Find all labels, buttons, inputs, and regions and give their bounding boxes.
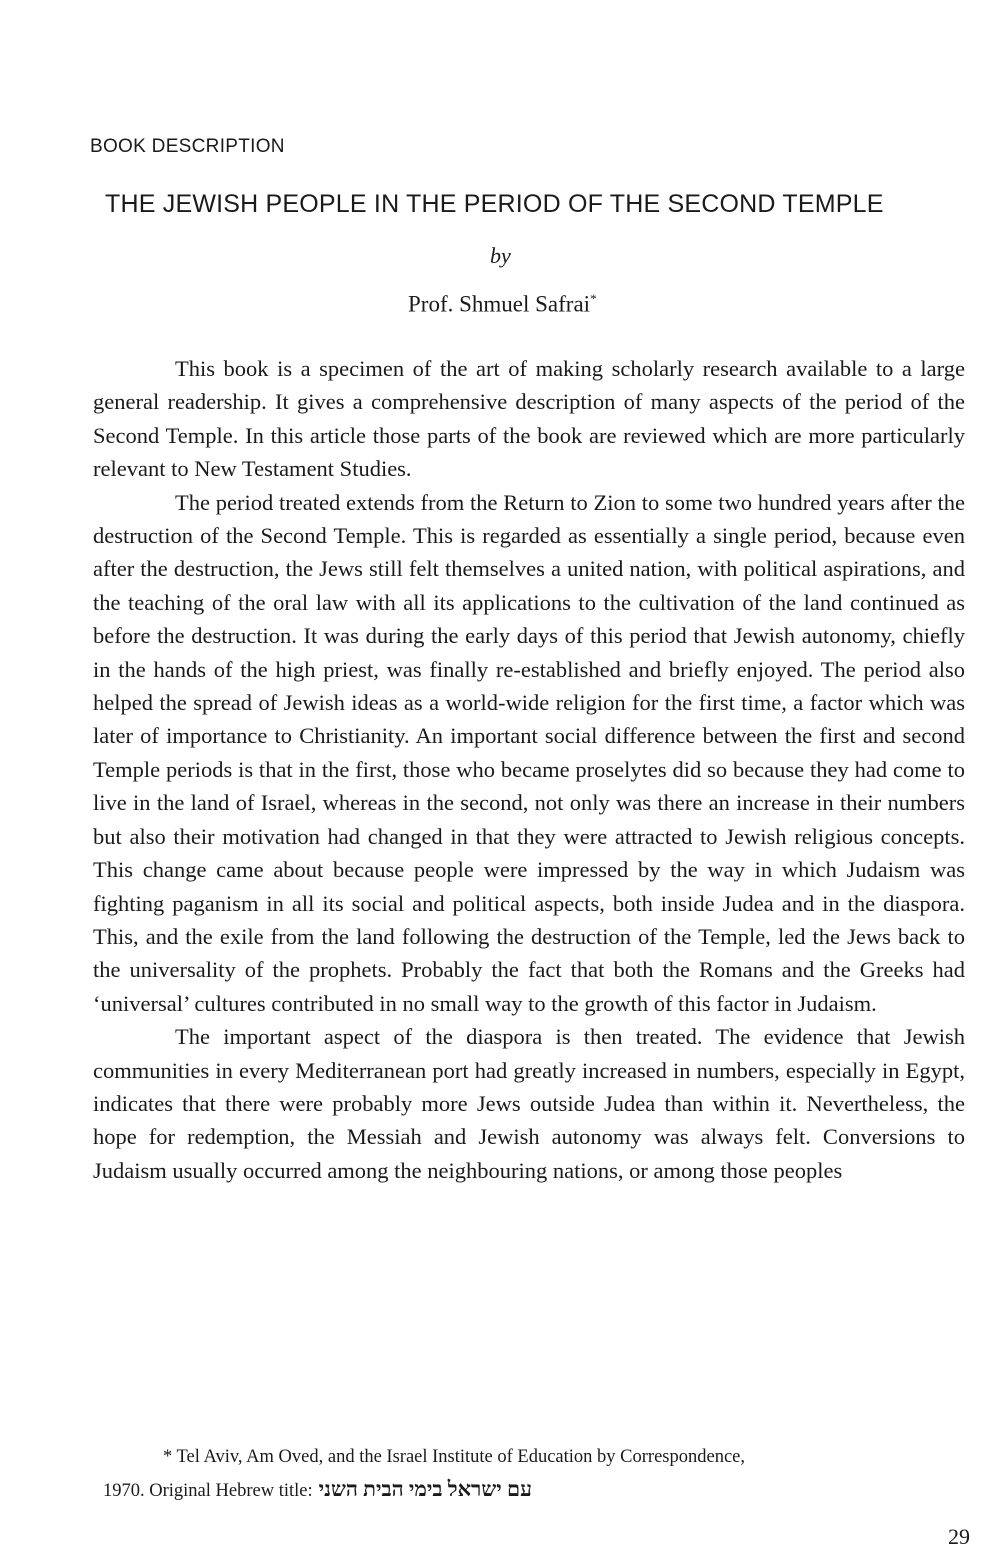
book-title: THE JEWISH PEOPLE IN THE PERIOD OF THE SECOND TEMPLE xyxy=(105,190,884,218)
section-label: BOOK DESCRIPTION xyxy=(90,136,285,157)
paragraph: The important aspect of the diaspora is then treated. The evidence that Jewish communities in every Mediterranean port had greatly increased in numbers, especially in Egypt, indicates that there were probably more Jews outside Judea than within it. Nevertheless, the hope for redemption, the Messiah and Jewish autonomy was always felt. Conversions to Judaism usually occurred among the neighbouring nations, or among those peoples xyxy=(93,1024,965,1183)
author-name xyxy=(408,291,597,318)
hebrew-title: עם ישראל בימי הבית השני xyxy=(318,1477,532,1501)
footnote-line-2: 1970. Original Hebrew title: xyxy=(103,1481,313,1501)
footnote-line-1: * Tel Aviv, Am Oved, and the Israel Institute of Education by Correspondence, xyxy=(163,1447,746,1467)
footnote xyxy=(103,1441,973,1507)
body-text xyxy=(93,352,965,1187)
page-number: 29 xyxy=(948,1524,970,1549)
byline-by: by xyxy=(490,243,511,268)
author-name-text: Prof. Shmuel Safrai xyxy=(408,291,591,317)
paragraph: This book is a specimen of the art of making scholarly research available to a large general readership. It gives a comprehensive description of many aspects of the period of the Second Temple. In this article those parts of the book are reviewed which are more particularly relevant to New Testament Studies. xyxy=(93,356,965,482)
footnote-marker: * xyxy=(590,291,597,306)
paragraph: The period treated extends from the Return to Zion to some two hundred years after the destruction of the Second Temple. This is regarded as essentially a single period, because even after the destruction, the Jews still felt themselves a united nation, with political aspirations, and the teaching of the oral law with all its applications to the cultivation of the land continued as before the destruction. It was during the early days of this period that Jewish autonomy, chiefly in the hands of the high priest, was finally re-established and briefly enjoyed. The period also helped the spread of Jewish ideas as a world-wide religion for the first time, a factor which was later of importance to Christianity. An important social difference between the first and second Temple periods is that in the first, those who became proselytes did so because they had come to live in the land of Israel, whereas in the second, not only was there an increase in their numbers but also their motivation had changed in that they were attracted to Jewish religious concepts. This change came about because people were impressed by the way in which Judaism was fighting paganism in all its social and political aspects, both inside Judea and in the diaspora. This, and the exile from the land following the destruction of the Temple, led the Jews back to the universality of the prophets. Probably the fact that both the Romans and the Greeks had ‘universal’ cultures contributed in no small way to the growth of this factor in Judaism. xyxy=(93,489,965,1016)
